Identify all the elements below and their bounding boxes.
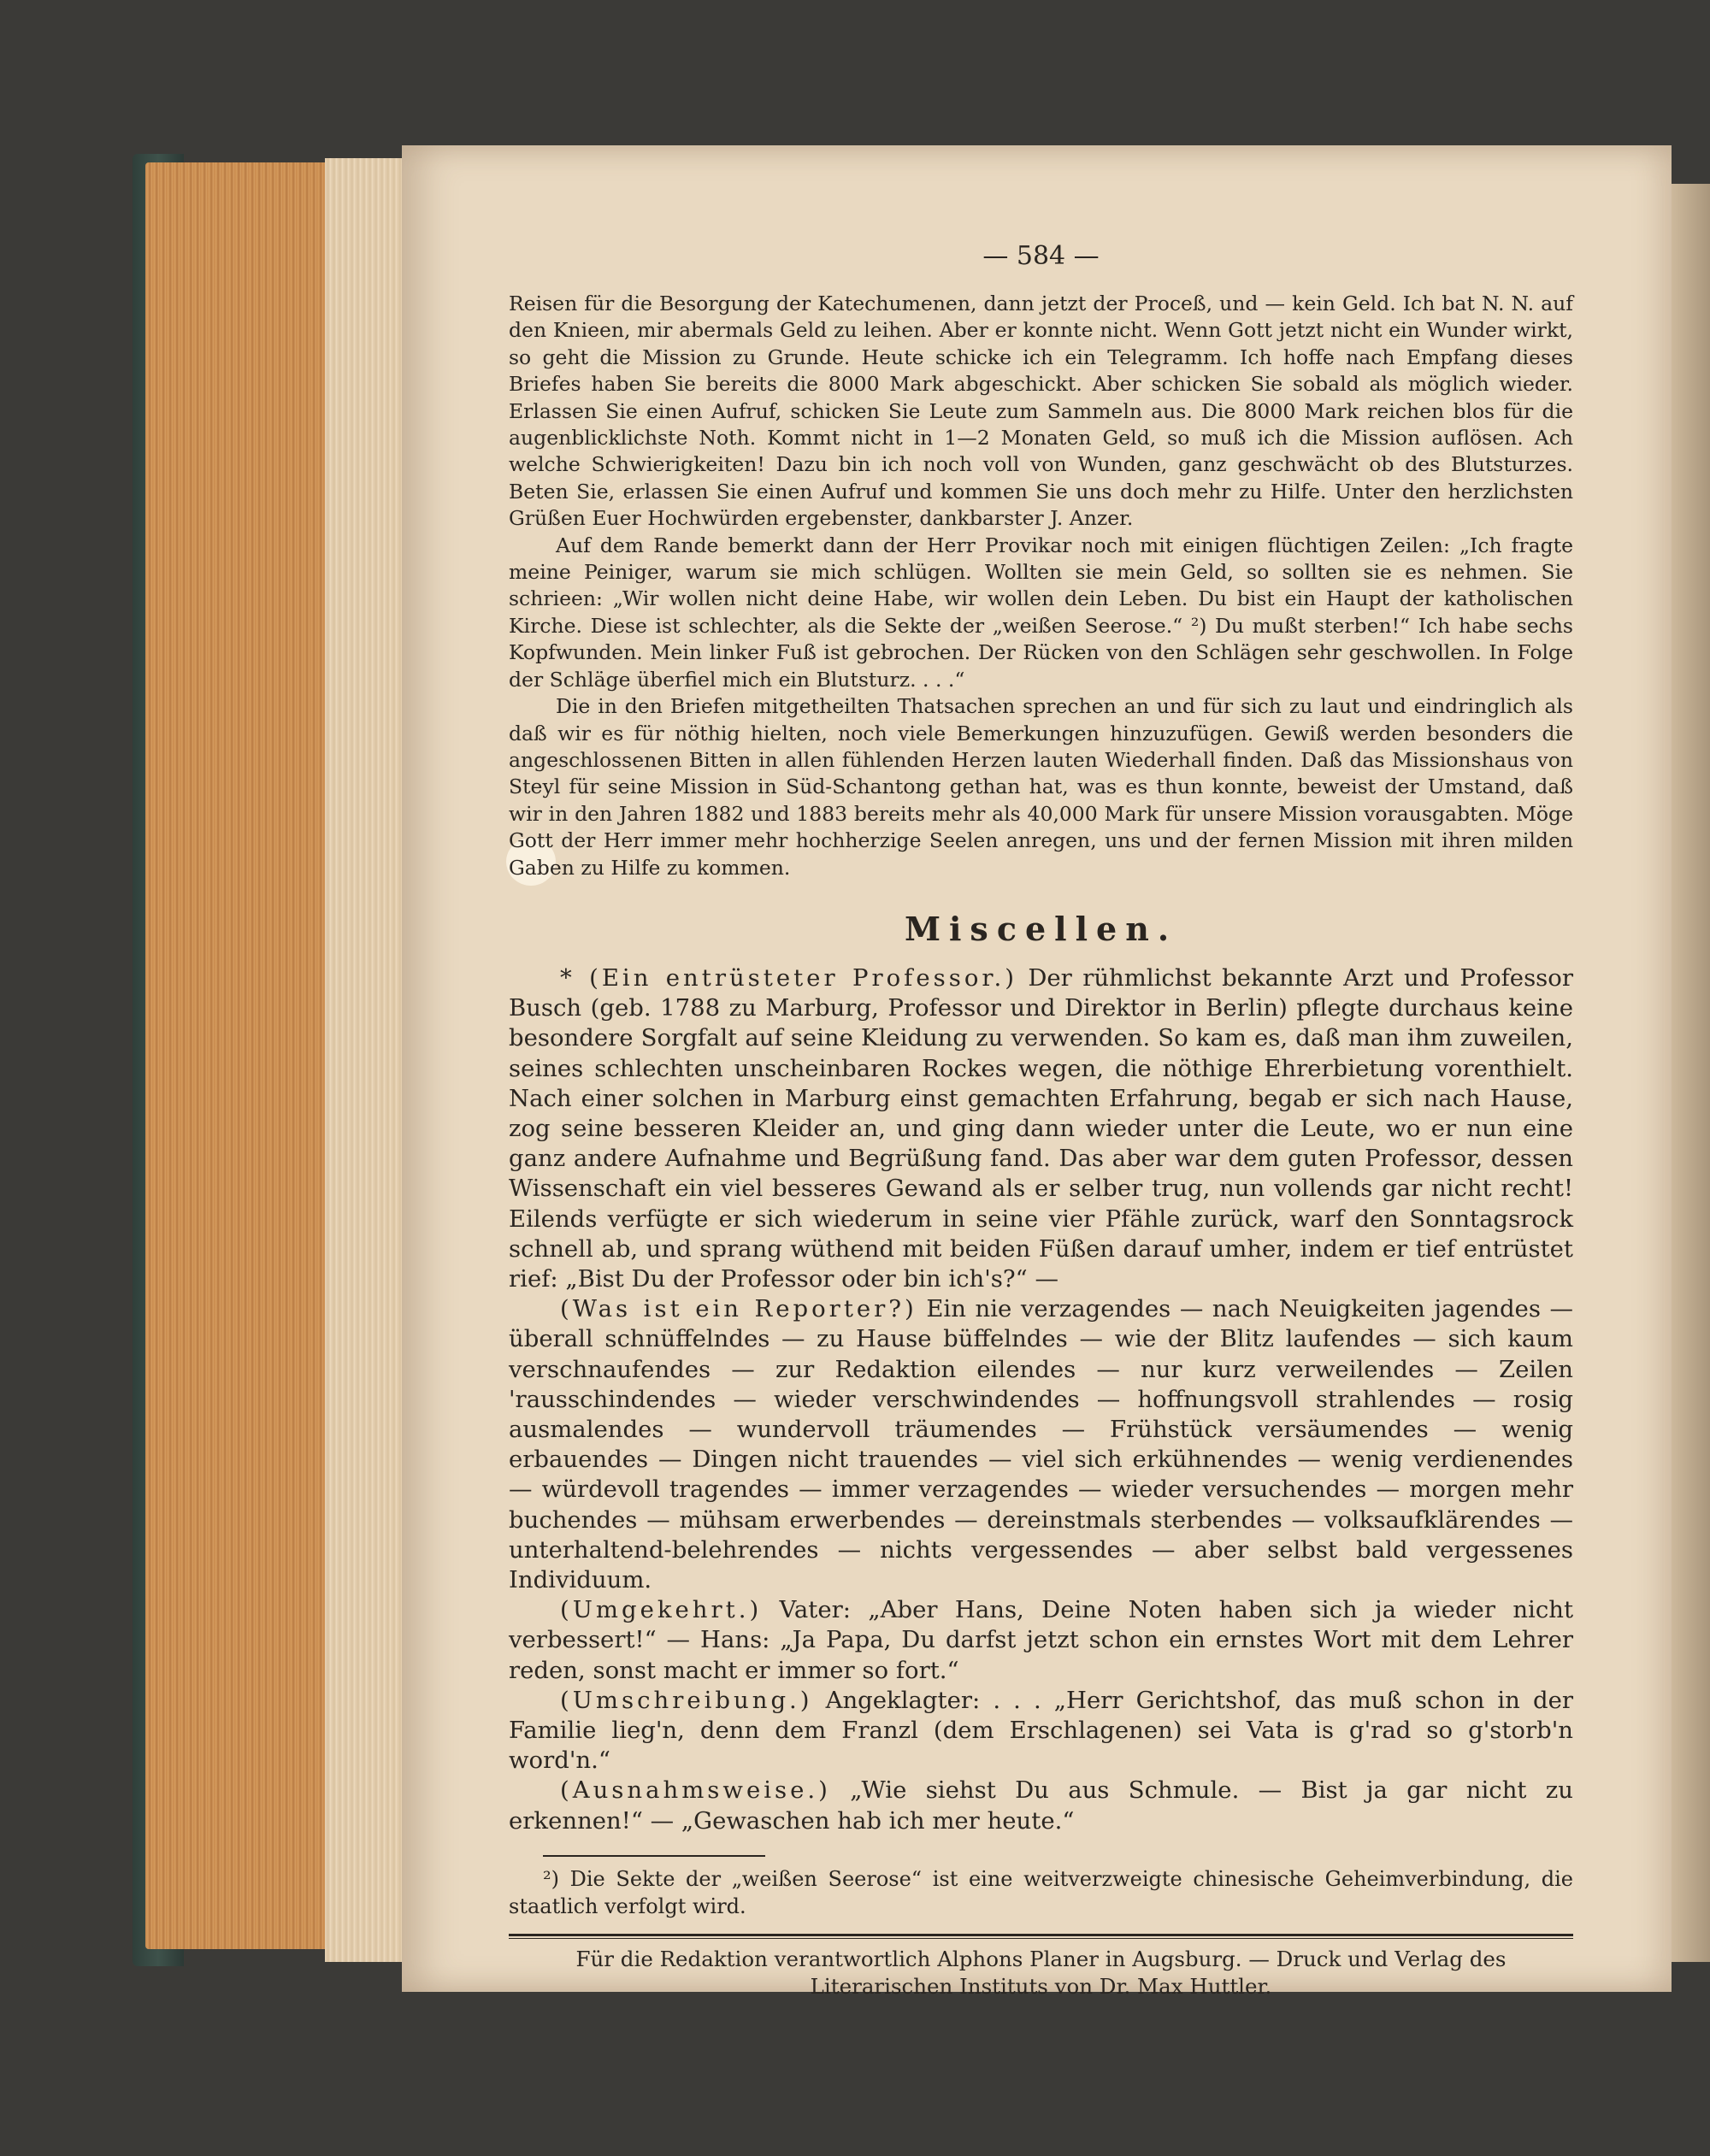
footnote: [509, 1865, 1573, 1920]
misc-item-4-title: (Umschreibung.): [560, 1686, 813, 1714]
facing-page-edge: [1672, 184, 1710, 1962]
misc-item-5-text: „Wie siehst Du aus Schmule. — Bist ja gar nicht zu erkennen!“ — „Gewaschen hab ich mer heute.“: [509, 1776, 1573, 1835]
misc-item-4-text: Angeklagter: . . . „Herr Gerichtshof, das muß schon in der Familie lieg'n, denn dem Franzl (dem Erschlagenen) sei Vata is g'rad so g'storb'n word'n.“: [509, 1686, 1573, 1775]
section-heading: Miscellen.: [904, 909, 1178, 948]
misc-item-2: [509, 1294, 1573, 1595]
imprint-line-2: Literarischen Instituts von Dr. Max Huttler.: [810, 1973, 1272, 1999]
imprint-line-1: Für die Redaktion verantwortlich Alphons Planer in Augsburg. — Druck und Verlag des: [575, 1946, 1507, 1971]
misc-item-1: [509, 963, 1573, 1294]
imprint-rule-thick: [509, 1934, 1573, 1936]
page-number: — 584 —: [982, 241, 1100, 271]
misc-item-5-title: (Ausnahmsweise.): [560, 1776, 831, 1805]
letter-section: [509, 291, 1573, 881]
imprint: [509, 1946, 1573, 2000]
miscellen-section: [509, 963, 1573, 1836]
misc-item-1-text: Der rühmlichst bekannte Arzt und Professor Busch (geb. 1788 zu Marburg, Professor und Direktor in Berlin) pflegte durchaus keine besondere Sorgfalt auf seine Kleidung zu verwenden. So kam es, daß man ihm zuweilen, seines schlechten unscheinbaren Rockes wegen, die nöthige Ehrerbietung vorenthielt. Nach einer solchen in Marburg einst gemachten Erfahrung, begab er sich nach Hause, zog seine besseren Kleider an, und ging dann wieder unter die Leute, wo er nun eine ganz andere Aufnahme und Begrüßung fand. Das aber war dem guten Professor, dessen Wissenschaft ein viel besseres Gewand als er selber trug, nun vollends gar nicht recht! Eilends verfügte er sich wiederum in seine vier Pfähle zurück, warf den Sonntagsrock schnell ab, und sprang wüthend mit beiden Füßen darauf umher, indem er tief entrüstet rief: „Bist Du der Professor oder bin ich's?“ —: [509, 963, 1573, 1293]
letter-paragraph-1: Reisen für die Besorgung der Katechumenen, dann jetzt der Proceß, und — kein Geld. Ich bat N. N. auf den Knieen, mir abermals Geld zu leihen. Aber er konnte nicht. Wenn Gott jetzt nicht ein Wunder wirkt, so geht die Mission zu Grunde. Heute schicke ich ein Telegramm. Ich hoffe nach Empfang dieses Briefes haben Sie bereits die 8000 Mark abgeschickt. Aber schicken Sie sobald als möglich wieder. Erlassen Sie einen Aufruf, schicken Sie Leute zum Sammeln aus. Die 8000 Mark reichen blos für die augenblicklichste Noth. Kommt nicht in 1—2 Monaten Geld, so muß ich die Mission auflösen. Ach welche Schwierigkeiten! Dazu bin ich noch voll von Wunden, ganz geschwächt ob des Blutsturzes. Beten Sie, erlassen Sie einen Aufruf und kommen Sie uns doch mehr zu Hilfe. Unter den herzlichsten Grüßen Euer Hochwürden ergebenster, dankbarster J. Anzer.: [509, 292, 1573, 531]
imprint-rule-thin: [509, 1938, 1573, 1939]
misc-item-5: [509, 1776, 1573, 1835]
misc-item-2-title: (Was ist ein Reporter?): [560, 1295, 917, 1323]
misc-item-4: [509, 1686, 1573, 1776]
page-content: [509, 238, 1573, 2000]
misc-item-3: [509, 1595, 1573, 1686]
letter-paragraph-2: Auf dem Rande bemerkt dann der Herr Provikar noch mit einigen flüchtigen Zeilen: „Ich fragte meine Peiniger, warum sie mich schlügen. Wollten sie mein Geld, so sollten sie es nehmen. Sie schrieen: „Wir wollen nicht deine Habe, wir wollen dein Leben. Du bist ein Haupt der katholischen Kirche. Diese ist schlechter, als die Sekte der „weißen Seerose.“ ²) Du mußt sterben!“ Ich habe sechs Kopfwunden. Mein linker Fuß ist gebrochen. Der Rücken von den Schlägen sehr geschwollen. In Folge der Schläge überfiel mich ein Blutsturz. . . .“: [509, 533, 1573, 692]
misc-item-3-title: (Umgekehrt.): [560, 1596, 763, 1624]
misc-item-1-title: * (Ein entrüsteter Professor.): [560, 963, 1017, 992]
misc-item-3-text: Vater: „Aber Hans, Deine Noten haben sich ja wieder nicht verbessert!“ — Hans: „Ja Papa, Du darfst jetzt schon ein ernstes Wort mit dem Lehrer reden, sonst macht er immer so fort.“: [509, 1596, 1573, 1684]
letter-paragraph-3: Die in den Briefen mitgetheilten Thatsachen sprechen an und für sich zu laut und eindringlich als daß wir es für nöthig hielten, noch viele Bemerkungen hinzuzufügen. Gewiß werden besonders die angeschlossenen Bitten in allen fühlenden Herzen lauten Wiederhall finden. Daß das Missionshaus von Steyl für seine Mission in Süd-Schantong gethan hat, was es thun konnte, beweist der Umstand, daß wir in den Jahren 1882 und 1883 bereits mehr als 40,000 Mark für unsere Mission vorausgabten. Möge Gott der Herr immer mehr hochherzige Seelen anregen, uns und der fernen Mission mit ihren milden Gaben zu Hilfe zu kommen.: [509, 694, 1573, 880]
footnote-text: ²) Die Sekte der „weißen Seerose“ ist eine weitverzweigte chinesische Geheimverbindung, die staatlich verfolgt wird.: [509, 1866, 1573, 1918]
misc-item-2-text: Ein nie verzagendes — nach Neuigkeiten jagendes — überall schnüffelndes — zu Hause büffelndes — wie der Blitz laufendes — sich kaum verschnaufendes — zur Redaktion eilendes — nur kurz verweilendes — Zeilen 'rausschindendes — wieder verschwindendes — hoffnungsvoll strahlendes — rosig ausmalendes — wundervoll träumendes — Frühstück versäumendes — wenig erbauendes — Dingen nicht trauendes — viel sich erkühnendes — wenig verdienendes — würdevoll tragendes — immer verzagendes — wieder versuchendes — morgen mehr buchendes — mühsam erwerbendes — dereinstmals sterbendes — volksaufklärendes — unterhaltend-belehrendes — nichts vergessendes — aber selbst bald vergessenes Individuum.: [509, 1295, 1574, 1593]
footnote-rule: [543, 1855, 765, 1857]
